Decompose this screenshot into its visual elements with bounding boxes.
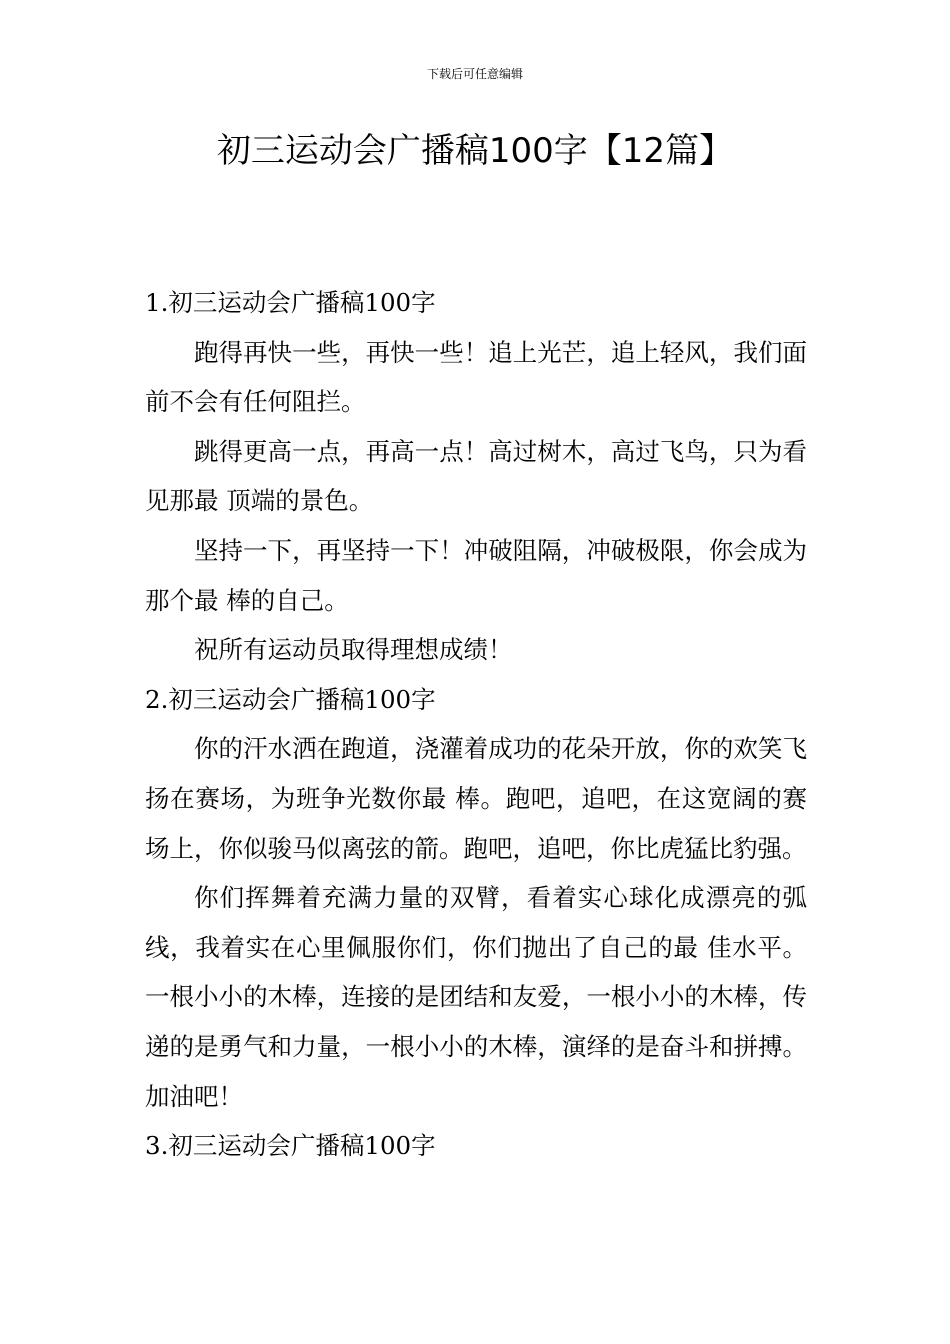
section-heading: 1.初三运动会广播稿100字 [145,288,436,317]
paragraph: 祝所有运动员取得理想成绩！ [194,635,513,665]
section-heading: 2.初三运动会广播稿100字 [145,684,436,714]
paragraph: 坚持一下，再坚持一下！冲破阻隔，冲破极限，你会成为那个最 棒的自己。 [145,535,807,615]
section-3 [145,1121,807,1171]
paragraph: 你的汗水洒在跑道，浇灌着成功的花朵开放，你的欢笑飞扬在赛场，为班争光数你最 棒。跑吧，追吧，在这宽阔的赛场上，你似骏马似离弦的箭。跑吧，追吧，你比虎猛比豹强。 [145,734,807,863]
document-body [145,278,807,1171]
section-2 [145,675,807,1121]
section-heading: 3.初三运动会广播稿100字 [145,1131,436,1161]
paragraph: 你们挥舞着充满力量的双臂，看着实心球化成漂亮的弧线，我着实在心里佩服你们，你们抛出了自己的最 佳水平。一根小小的木棒，连接的是团结和友爱，一根小小的木棒，传递的是勇气和力量，一根小小的木棒，演绎的是奋斗和拼搏。加油吧！ [145,883,807,1111]
paragraph: 跑得再快一些，再快一些！追上光芒，追上轻风，我们面前不会有任何阻拦。 [145,337,807,417]
section-1 [145,278,807,675]
document-title: 初三运动会广播稿100字【12篇】 [216,131,734,171]
page-header-note: 下载后可任意编辑 [426,67,523,81]
paragraph: 跳得更高一点，再高一点！高过树木，高过飞鸟，只为看见那最 顶端的景色。 [145,436,807,516]
